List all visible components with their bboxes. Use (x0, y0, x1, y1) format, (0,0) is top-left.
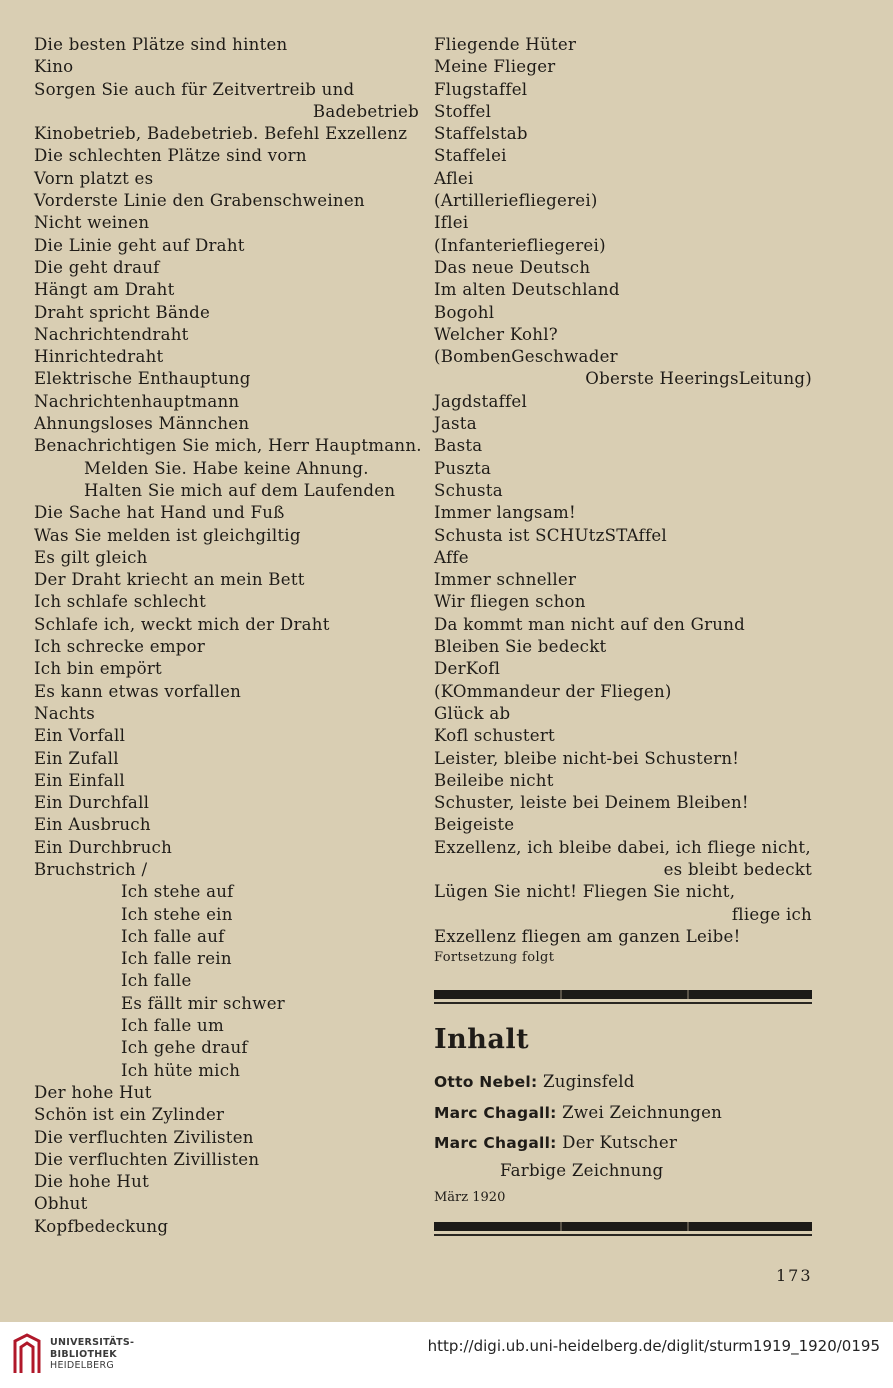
poem-line: Die geht drauf (34, 257, 160, 277)
poem-line: Es kann etwas vorfallen (34, 681, 242, 701)
poem-line: Die hohe Hut (34, 1172, 149, 1192)
poem-line: Ich gehe drauf (121, 1038, 248, 1058)
contents-work: Der Kutscher (562, 1133, 678, 1152)
poem-line: Benachrichtigen Sie mich, Herr Hauptmann. (34, 436, 422, 456)
poem-line: Ahnungsloses Männchen (34, 414, 250, 434)
poem-line: Ein Vorfall (34, 726, 126, 746)
poem-line: Vorn platzt es (34, 168, 154, 188)
poem-line: Kinobetrieb, Badebetrieb. Befehl Exzellenz (34, 124, 408, 144)
poem-line: Schusta (434, 480, 503, 500)
poem-line: Nachrichtendraht (34, 324, 189, 344)
poem-line: Die verfluchten Zivillisten (34, 1149, 260, 1169)
poem-line: Schuster, leiste bei Deinem Bleiben! (434, 793, 749, 813)
poem-line: Beileibe nicht (434, 770, 554, 790)
viewer-footer (0, 1322, 893, 1388)
poem-line: Oberste HeeringsLeitung) (585, 369, 812, 389)
page-number: 173 (776, 1266, 813, 1285)
poem-line: Ein Einfall (34, 770, 125, 790)
contents-entry (434, 1128, 812, 1159)
poem-line: Meine Flieger (434, 57, 556, 77)
poem-line: Ich schlafe schlecht (34, 592, 207, 612)
issue-date: März 1920 (434, 1189, 506, 1205)
poem-line: Immer schneller (434, 570, 577, 590)
poem-line: Ich stehe auf (121, 882, 234, 902)
section-divider-top (434, 990, 812, 1004)
contents-work: Zuginsfeld (542, 1072, 635, 1091)
contents-author: Marc Chagall: (434, 1134, 557, 1152)
poem-line: Lügen Sie nicht! Fliegen Sie nicht, (434, 882, 736, 902)
poem-line: Die Linie geht auf Draht (34, 235, 245, 255)
poem-line: Es fällt mir schwer (121, 993, 285, 1013)
contents-entry (434, 1067, 812, 1098)
poem-line: Nachts (34, 703, 96, 723)
contents-entry (434, 1098, 812, 1129)
poem-line: (Infanteriefliegerei) (434, 235, 606, 255)
poem-line: Was Sie melden ist gleichgiltig (34, 525, 301, 545)
poem-line: Die schlechten Plätze sind vorn (34, 146, 307, 166)
poem-line: Das neue Deutsch (434, 257, 591, 277)
poem-line: Nachrichtenhauptmann (34, 391, 240, 411)
poem-line: Jagdstaffel (434, 391, 528, 411)
poem-line: Exzellenz, ich bleibe dabei, ich fliege nicht, (434, 837, 811, 857)
contents-sub-entry: Farbige Zeichnung (500, 1160, 664, 1180)
poem-left-column (34, 34, 422, 1238)
poem-line: Exzellenz fliegen am ganzen Leibe! (434, 926, 741, 946)
poem-line: Schlafe ich, weckt mich der Draht (34, 614, 330, 634)
poem-line: Ich schrecke empor (34, 637, 206, 657)
poem-line: DerKofl (434, 659, 501, 679)
poem-line: Fliegende Hüter (434, 35, 577, 54)
poem-line: Affe (434, 547, 469, 567)
poem-line: Der Draht kriecht an mein Bett (34, 570, 305, 590)
table-of-contents (434, 1022, 812, 1207)
poem-line: Stoffel (434, 101, 492, 121)
poem-line: Halten Sie mich auf dem Laufenden (84, 480, 396, 500)
poem-line: Bleiben Sie bedeckt (434, 637, 607, 657)
poem-line: Wir fliegen schon (434, 592, 586, 612)
permalink-url[interactable]: http://digi.ub.uni-heidelberg.de/diglit/sturm1919_1920/0195 (427, 1337, 880, 1355)
poem-line: Ich falle um (121, 1016, 224, 1036)
poem-line: Ein Zufall (34, 748, 119, 768)
poem-line: Aflei (434, 168, 474, 188)
poem-line: Kopfbedeckung (34, 1216, 169, 1236)
poem-right-column (434, 34, 812, 967)
poem-line: Immer langsam! (434, 503, 576, 523)
poem-line: Badebetrieb (312, 101, 419, 121)
poem-line: Ein Durchbruch (34, 837, 173, 857)
contents-author: Marc Chagall: (434, 1103, 557, 1122)
poem-line: Der hohe Hut (34, 1082, 152, 1102)
poem-line: Sorgen Sie auch für Zeitvertreib und (34, 79, 355, 99)
library-logo-icon (12, 1333, 42, 1375)
contents-title: Inhalt (434, 1024, 530, 1055)
poem-line: Schön ist ein Zylinder (34, 1105, 225, 1125)
poem-line: Hängt am Draht (34, 280, 175, 300)
poem-line: Staffelei (434, 146, 507, 166)
contents-work: Zwei Zeichnungen (562, 1102, 723, 1122)
poem-line: Ich bin empört (34, 659, 162, 679)
poem-line: Hinrichtedraht (34, 347, 164, 367)
poem-line: Jasta (434, 414, 477, 434)
poem-line: Iflei (434, 213, 469, 233)
poem-line: Ich stehe ein (121, 904, 233, 924)
poem-line: Schusta ist SCHUtzSTAffel (434, 525, 667, 545)
poem-line: (BombenGeschwader (434, 347, 618, 367)
poem-line: Puszta (434, 458, 492, 478)
library-name: UNIVERSITÄTS- BIBLIOTHEK HEIDELBERG (50, 1337, 135, 1371)
poem-line: Obhut (34, 1194, 88, 1214)
poem-line: (KOmmandeur der Fliegen) (434, 681, 672, 701)
poem-line: (Artilleriefliegerei) (434, 191, 598, 211)
poem-line: Im alten Deutschland (434, 280, 620, 300)
poem-line: Glück ab (434, 703, 511, 723)
poem-line: es bleibt bedeckt (663, 859, 812, 879)
poem-line: Ich falle (121, 971, 192, 991)
poem-line: Es gilt gleich (34, 547, 148, 567)
poem-line: Die verfluchten Zivilisten (34, 1127, 254, 1147)
poem-line: Flugstaffel (434, 79, 528, 99)
poem-line: Ich hüte mich (121, 1060, 241, 1080)
poem-line: Staffelstab (434, 124, 528, 144)
poem-line: Bruchstrich / (34, 859, 148, 879)
contents-author: Otto Nebel: (434, 1073, 538, 1091)
poem-line: Welcher Kohl? (434, 324, 558, 344)
poem-line: Bogohl (434, 302, 495, 322)
poem-line: fliege ich (731, 904, 812, 924)
poem-line: Ein Durchfall (34, 793, 150, 813)
continuation-note: Fortsetzung folgt (434, 950, 555, 966)
poem-line: Da kommt man nicht auf den Grund (434, 614, 746, 634)
poem-line: Die Sache hat Hand und Fuß (34, 503, 285, 523)
poem-line: Beigeiste (434, 815, 515, 835)
poem-line: Leister, bleibe nicht-bei Schustern! (434, 748, 740, 768)
poem-line: Vorderste Linie den Grabenschweinen (34, 191, 365, 211)
poem-line: Kino (34, 57, 74, 77)
poem-line: Die besten Plätze sind hinten (34, 35, 288, 54)
poem-line: Melden Sie. Habe keine Ahnung. (84, 458, 369, 478)
poem-line: Ich falle auf (121, 926, 225, 946)
poem-line: Basta (434, 436, 483, 456)
poem-line: Ein Ausbruch (34, 815, 151, 835)
poem-line: Elektrische Enthauptung (34, 369, 251, 389)
poem-line: Kofl schustert (434, 726, 555, 746)
section-divider-bottom (434, 1222, 812, 1236)
poem-line: Draht spricht Bände (34, 302, 211, 322)
poem-line: Ich falle rein (121, 949, 232, 969)
poem-line: Nicht weinen (34, 213, 150, 233)
